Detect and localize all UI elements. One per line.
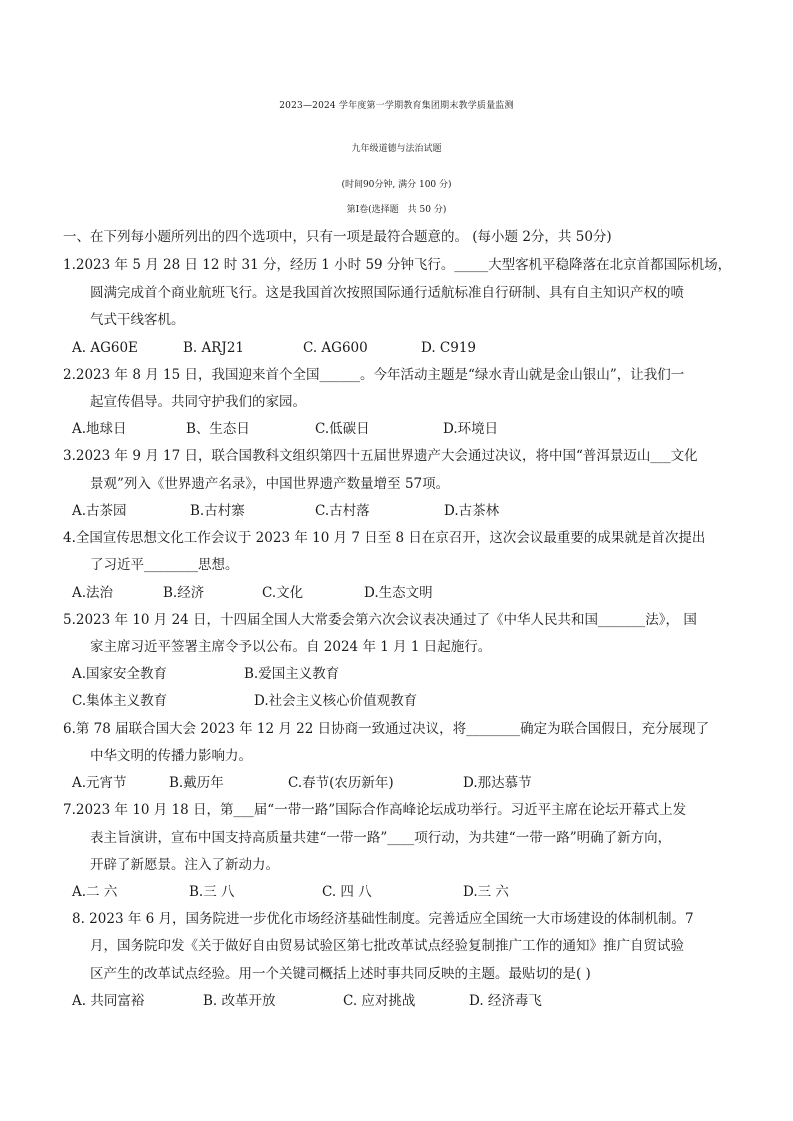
q5-option-b[interactable]: B.爱国主义教育 [244, 666, 340, 682]
q8-option-d[interactable]: D. 经济毒飞 [469, 993, 542, 1009]
exam-title: 2023—2024 学年度第一学期教育集团期末教学质量监测 [279, 101, 514, 111]
q7-option-d[interactable]: D.三 六 [463, 884, 509, 900]
q4-option-d[interactable]: D.生态文明 [364, 585, 433, 601]
q8-option-c[interactable]: C. 应对挑战 [343, 993, 416, 1009]
q7-line-2: 表主旨演讲，宣布中国支持高质量共建“一带一路”____项行动，为共建“一带一路”明确了新方向， [90, 830, 672, 846]
q6-option-a[interactable]: A.元宵节 [72, 775, 127, 791]
q2-option-a[interactable]: A.地球日 [72, 421, 127, 437]
q6-option-d[interactable]: D.那达慕节 [463, 775, 532, 791]
q6-line-2: 中华文明的传播力影响力。 [90, 748, 252, 764]
q4-option-c[interactable]: C.文化 [262, 585, 304, 601]
q6-line-1: 6.第 78 届联合国大会 2023 年 12 月 22 日协商一致通过决议，将________确定为联合国假日，充分展现了 [63, 721, 710, 737]
q4-line-2: 了习近平________思想。 [90, 557, 239, 573]
q8-line-2: 月，国务院印发《关于做好自由贸易试验区第七批改革试点经验复制推广工作的通知》推广自贸试验 [90, 938, 684, 954]
exam-info: (时间90分钟, 满分 100 分) [341, 180, 452, 190]
q5-option-a[interactable]: A.国家安全教育 [72, 666, 168, 682]
section-title: 第Ⅰ卷(选择题 共 50 分) [346, 205, 447, 215]
q3-line-2: 景观”列入《世界遗产名录》，中国世界遗产数量增至 57项。 [90, 476, 450, 492]
q5-line-2: 家主席习近平签署主席令予以公布。自 2024 年 1 月 1 日起施行。 [90, 639, 492, 655]
q7-line-1: 7.2023 年 10 月 18 日，第___届“一带一路”国际合作高峰论坛成功举行。习近平主席在论坛开幕式上发 [63, 802, 687, 818]
q4-line-1: 4.全国宣传思想文化工作会议于 2023 年 10 月 7 日至 8 日在京召开，这次会议最重要的成果就是首次提出 [63, 530, 706, 546]
q3-line-1: 3.2023 年 9 月 17 日，联合国教科文组织第四十五届世界遗产大会通过决议，将中国“普洱景迈山___文化 [63, 448, 698, 464]
q5-line-1: 5.2023 年 10 月 24 日，十四届全国人大常委会第六次会议表决通过了《中华人民共和国_______法》， 国 [63, 612, 697, 628]
q3-option-a[interactable]: A.古茶园 [72, 503, 127, 519]
q8-line-1: 8. 2023 年 6 月，国务院进一步优化市场经济基础性制度。完善适应全国统一大市场建设的体制机制。7 [72, 911, 694, 927]
q2-option-d[interactable]: D.环境日 [443, 421, 499, 437]
q7-option-a[interactable]: A.二 六 [72, 884, 118, 900]
q5-option-d[interactable]: D.社会主义核心价值观教育 [254, 693, 418, 709]
q2-line-2: 起宣传倡导。共同守护我们的家园。 [90, 394, 306, 410]
q3-option-b[interactable]: B.古村寨 [190, 503, 245, 519]
q8-option-b[interactable]: B. 改革开放 [203, 993, 276, 1009]
q1-option-a[interactable]: A. AG60E [72, 340, 138, 356]
q5-option-c[interactable]: C.集体主义教育 [72, 693, 168, 709]
q1-line-2: 圆满完成首个商业航班飞行。这是我国首次按照国际通行适航标准自行研制、具有自主知识产权的喷 [90, 285, 684, 301]
q1-option-c[interactable]: C. AG600 [303, 340, 368, 356]
q7-option-c[interactable]: C. 四 八 [322, 884, 372, 900]
q4-option-a[interactable]: A.法治 [72, 585, 114, 601]
exam-subtitle: 九年级道德与法治试题 [351, 144, 442, 154]
part-one-instruction: 一、在下列每小题所列出的四个选项中，只有一项是最符合题意的。 (每小题 2分，共 50分) [63, 229, 612, 245]
q8-line-3: 区产生的改革试点经验。用一个关键司概括上述时事共同反映的主题。最贴切的是( ) [90, 966, 591, 982]
q7-option-b[interactable]: B.三 八 [189, 884, 235, 900]
q1-option-d[interactable]: D. C919 [421, 340, 477, 356]
q6-option-b[interactable]: B.戴历年 [169, 775, 224, 791]
q8-option-a[interactable]: A. 共同富裕 [72, 993, 145, 1009]
q1-option-b[interactable]: B. ARJ21 [183, 340, 245, 356]
q1-line-3: 气式干线客机。 [90, 312, 185, 328]
q2-option-b[interactable]: B、生态日 [186, 421, 250, 437]
q2-line-1: 2.2023 年 8 月 15 日，我国迎来首个全国______。今年活动主题是“绿水青山就是金山银山”，让我们一 [63, 367, 685, 383]
q3-option-c[interactable]: C.古村落 [315, 503, 370, 519]
q3-option-d[interactable]: D.古茶林 [444, 503, 500, 519]
q7-line-3: 开辟了新愿景。注入了新动力。 [90, 857, 279, 873]
q2-option-c[interactable]: C.低碳日 [315, 421, 370, 437]
q6-option-c[interactable]: C.春节(农历新年) [288, 775, 394, 791]
q4-option-b[interactable]: B.经济 [163, 585, 205, 601]
q1-line-1: 1.2023 年 5 月 28 日 12 时 31 分，经历 1 小时 59 分钟飞行。_____大型客机平稳降落在北京首都国际机场， [63, 257, 732, 273]
